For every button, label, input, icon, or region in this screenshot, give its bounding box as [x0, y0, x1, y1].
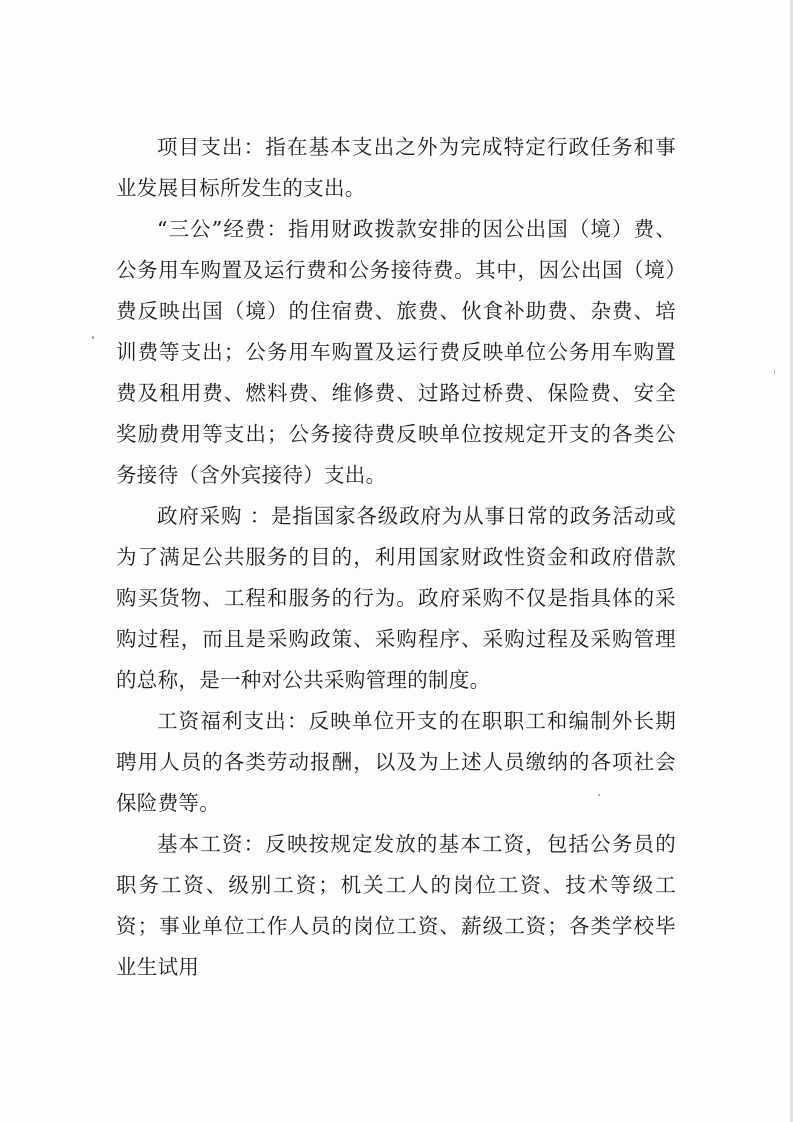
paragraph-project-expenditure: 项目支出：指在基本支出之外为完成特定行政任务和事业发展目标所发生的支出。: [116, 135, 676, 200]
document-body: [116, 127, 676, 988]
paragraph-government-procurement: 政府采购 ：是指国家各级政府为从事日常的政务活动或为了满足公共服务的目的，利用国家财政性资金和政府借款购买货物、工程和服务的行为。政府采购不仅是指具体的采购过程，而且是采购政策、采购程序、采购过程及采购管理的总称，是一种对公共采购管理的制度。: [116, 504, 676, 692]
paragraph-three-public-expenses: “三公”经费：指用财政拨款安排的因公出国（境）费、公务用车购置及运行费和公务接待费。其中，因公出国（境）费反映出国（境）的住宿费、旅费、伙食补助费、杂费、培训费等支出；公务用车购置及运行费反映单位公务用车购置费及租用费、燃料费、维修费、过路过桥费、保险费、安全奖励费用等支出；公务接待费反映单位按规定开支的各类公务接待（含外宾接待）支出。: [116, 217, 676, 487]
paragraph-wage-welfare-expenditure: 工资福利支出：反映单位开支的在职职工和编制外长期聘用人员的各类劳动报酬，以及为上述人员缴纳的各项社会保险费等。: [116, 709, 676, 815]
scan-speck: [598, 794, 600, 796]
scan-speck: [774, 370, 775, 374]
paragraph-basic-wage: 基本工资：反映按规定发放的基本工资，包括公务员的职务工资、级别工资；机关工人的岗位工资、技术等级工资；事业单位工作人员的岗位工资、薪级工资；各类学校毕业生试用: [116, 832, 676, 979]
scan-speck: [92, 336, 94, 339]
